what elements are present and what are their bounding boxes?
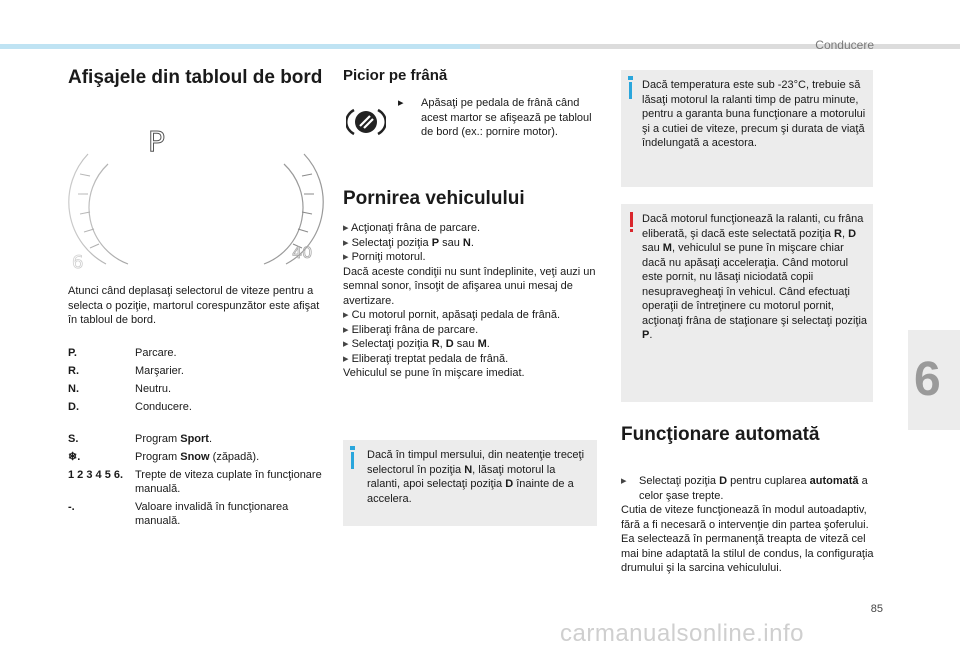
info-icon xyxy=(628,76,633,80)
chapter-tab xyxy=(908,330,960,430)
section-heading-auto: Funcţionare automată xyxy=(621,424,820,445)
warning-note: Dacă aceste condiţii nu sunt îndeplinite, veţi auzi un semnal sonor, însoţit de afişarea unui mesaj de avertizare. xyxy=(343,265,596,307)
list-item: ▸ Acţionaţi frâna de parcare. xyxy=(343,222,481,234)
list-item: ▸ Eliberaţi frâna de parcare. xyxy=(343,323,479,336)
warning-icon xyxy=(630,212,633,227)
section-heading-start: Pornirea vehiculului xyxy=(343,188,525,209)
list-item: ▸ Porniţi motorul. xyxy=(343,251,426,263)
start-procedure xyxy=(343,221,599,381)
brake-pedal-warning-icon xyxy=(346,104,386,140)
brake-instruction: ▸ Apăsaţi pe pedala de frână când acest martor se afişează pe tabloul de bord (ex.: pornire motor). xyxy=(398,97,592,138)
dashboard-illustration xyxy=(68,114,324,271)
list-item: ▸ Selectaţi poziţia D pentru cuplarea automată a celor şase trepte. xyxy=(621,475,868,502)
info-box-neutral: Dacă în timpul mersului, din neatenţie treceţi selectorul în poziţia N, lăsaţi motorul la ralanti, apoi selectaţi poziţia D înainte de a accelera. xyxy=(343,440,597,526)
header-bar xyxy=(480,44,960,49)
warning-box-idle: Dacă motorul funcţionează la ralanti, cu frâna eliberată, şi dacă este selectată poziţia R, D sau M, vehiculul se pune în mişcare chiar dacă nu apăsaţi acceleraţia. Când motorul este pornit, nu lăsaţi niciodată copii nesupravegheaţi în vehicul. Când efectuaţi operaţii de întreţinere cu motorul pornit, acţionaţi frâna de staţionare şi selectaţi poziţia P. xyxy=(621,204,873,402)
watermark: carmanualsonline.info xyxy=(560,620,804,647)
gear-definitions: P. Parcare. R. Marşarier. N. Neutru. D. Conducere. xyxy=(68,347,192,413)
list-item: ▸ Selectaţi poziţia P sau N. xyxy=(343,236,474,249)
header-bar-accent xyxy=(0,44,480,49)
list-item: ▸ Cu motorul pornit, apăsaţi pedala de frână. xyxy=(343,309,561,321)
chapter-number: 6 xyxy=(914,353,941,406)
list-item: ▸ Eliberaţi treptat pedala de frână. xyxy=(343,352,509,365)
intro-text: Atunci când deplasaţi selectorul de viteze pentru a selecta o poziţie, martorul corespunzător este afişat în tabloul de bord. xyxy=(68,285,320,326)
list-item: ▸ Selectaţi poziţia R, D sau M. xyxy=(343,338,490,350)
page-title: Afişajele din tabloul de bord xyxy=(68,67,323,88)
section-heading-brake: Picior pe frână xyxy=(343,67,448,84)
auto-mode-text: ▸ Selectaţi poziţia D pentru cuplarea automată a celor şase trepte. Cutia de viteze funcţionează în modul autoadaptiv, fără a fi necesară o intervenţie din partea şoferului. Ea selectează în permanenţă treapta de viteză cel mai bine adaptată la stilul de condus, la configuraţia drumului şi la sarcina vehiculului. xyxy=(621,474,877,576)
info-box-temperature: Dacă temperatura este sub -23°C, trebuie să lăsaţi motorul la ralanti timp de patru minute, pentru a garanta buna funcţionare a motorului şi a cutiei de viteze, precum şi durata de viaţă îndelungată a acestora. xyxy=(621,70,873,187)
bullet-icon: ▸ xyxy=(398,97,404,109)
mode-definitions: S. Program Sport. ❄. Program Snow (zăpadă). 1 2 3 4 5 6. Trepte de viteza cuplate în funcţionare manuală. -. Valoare invalidă în funcţionarea manuală. xyxy=(68,433,322,527)
page-number: 85 xyxy=(870,603,883,615)
snowflake-icon: ❄. xyxy=(68,451,81,463)
section-title: Conducere xyxy=(815,38,874,52)
result-note: Vehiculul se pune în mişcare imediat. xyxy=(343,367,525,379)
info-icon xyxy=(350,446,355,450)
